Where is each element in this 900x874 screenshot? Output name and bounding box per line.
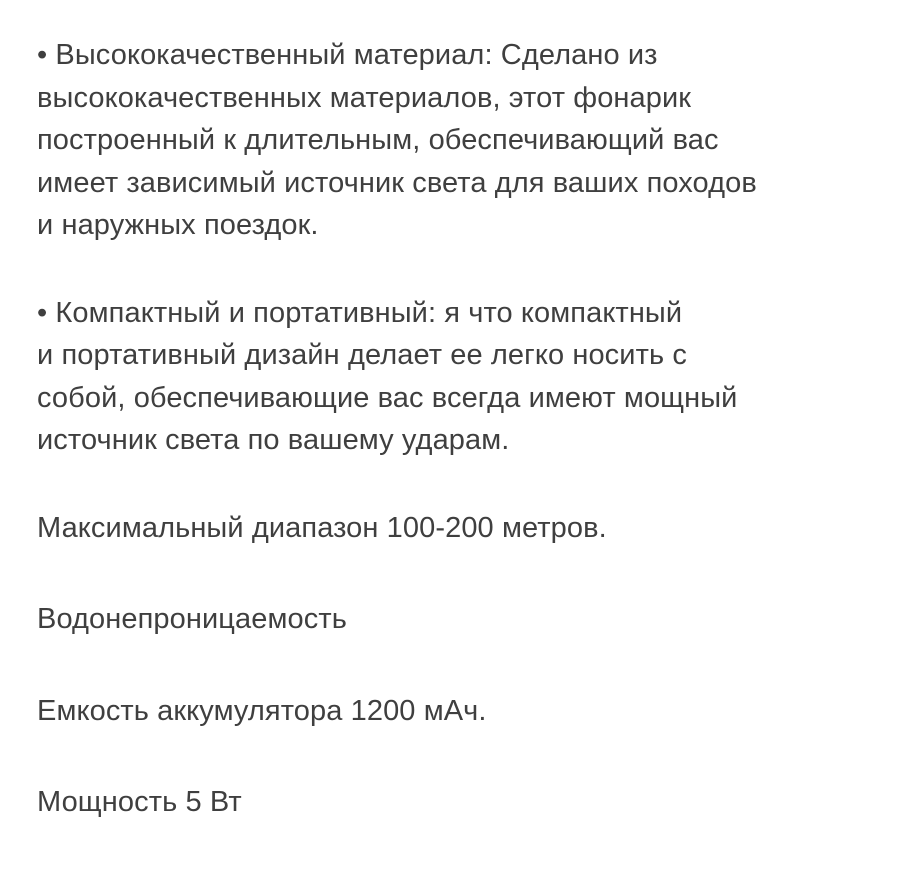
text-line: построенный к длительным, обеспечивающий вас bbox=[37, 124, 719, 156]
text-line: источник света по вашему ударам. bbox=[37, 424, 510, 456]
spec-range: Максимальный диапазон 100-200 метров. bbox=[37, 511, 607, 544]
text-line: собой, обеспечивающие вас всегда имеют мощный bbox=[37, 381, 738, 414]
text-line: и портативный дизайн делает ее легко носить с bbox=[37, 339, 687, 371]
spec-battery-capacity: Емкость аккумулятора 1200 мАч. bbox=[37, 694, 487, 727]
feature-paragraph-portable bbox=[37, 292, 867, 462]
feature-paragraph-material bbox=[37, 34, 867, 247]
text-line: имеет зависимый источник света для ваших походов bbox=[37, 166, 757, 199]
spec-power: Мощность 5 Вт bbox=[37, 786, 242, 818]
spec-waterproof: Водонепроницаемость bbox=[37, 603, 347, 635]
product-description bbox=[37, 34, 867, 873]
text-line: • Высококачественный материал: Сделано из bbox=[37, 39, 658, 71]
text-line: • Компактный и портативный: я что компактный bbox=[37, 296, 683, 329]
text-line: и наружных поездок. bbox=[37, 209, 319, 241]
text-line: высококачественных материалов, этот фонарик bbox=[37, 81, 692, 114]
